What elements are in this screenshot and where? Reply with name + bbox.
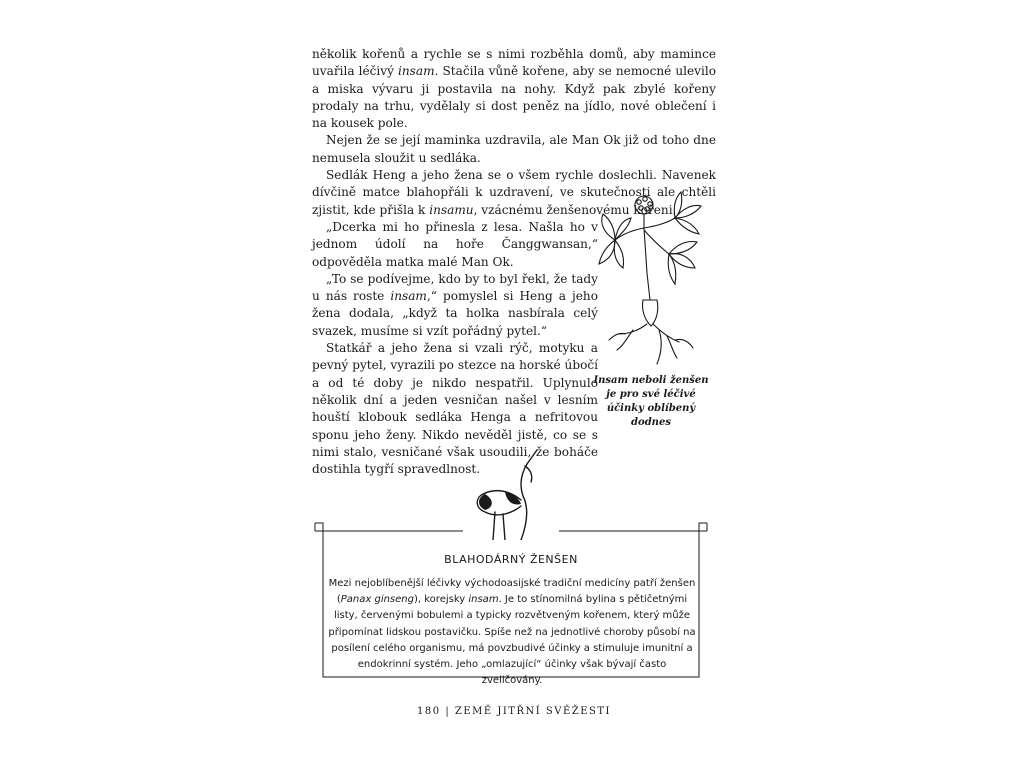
paragraph: Statkář a jeho žena si vzali rýč, motyku a pevný pytel, vyrazili po stezce na horské úbočí a od té doby je nikdo nespatřil. Uplynulo několik dní a jeden vesničan našel v lesním houští klobouk sedláka Henga a nefritovou sponu jeho ženy. Nikdo nevěděl jistě, co se s nimi stalo, vesničané však usoudili, že boháče dostihla tygří spravedlnost.	[312, 341, 598, 477]
page-footer	[312, 706, 716, 717]
italic-term: insamu	[429, 202, 474, 217]
chapter-title: ZEMĚ JITŘNÍ SVĚŽESTI	[454, 706, 611, 717]
ginseng-plant-icon	[597, 188, 707, 368]
sidebar-title: BLAHODÁRNÝ ŽENŠEN	[444, 553, 578, 566]
italic-term: insam	[398, 64, 435, 79]
text-span: několik kořenů a rychle se s nimi rozběhla domů, aby mamince uvařila léčivý	[312, 47, 716, 79]
text-span: , vzácnému ženšenovému kořeni.	[473, 202, 677, 217]
footer-separator: |	[445, 706, 451, 717]
illustration-caption: Insam neboli ženšen je pro své léčivé účinky oblíbený dodnes	[593, 375, 709, 428]
wrapped-column	[312, 219, 598, 478]
text-span: „To se podívejme, kdo by to byl řekl, že tady u nás roste	[312, 271, 598, 304]
text-span: . Je to stínomilná bylina s pětičetnými listy, červenými bobulemi a typicky rozvětveným kořenem, který může připomínat lidskou postavičku. Spíše než na jednotlivé choroby působí na posílení celého organismu, má povzbudivé účinky a stimuluje imunitní a endokrinní systém. Jeho „omlazující“ účinky však bývají často zveličovány.	[328, 594, 696, 687]
text-span: ,“ pomyslel si Heng a jeho žena dodala, „když ta holka nasbírala celý svazek, musíme si vzít pořádný pytel.“	[312, 289, 598, 338]
text-span: Mezi nejoblíbenější léčivky východoasijské tradiční medicíny patří ženšen (	[328, 578, 696, 606]
text-span: . Stačila vůně kořene, aby se nemocné ulevilo a miska vývaru ji postavila na nohy. Když pak zbylé kořeny prodaly na trhu, vydělaly si dost peněz na jídlo, nové oblečení i na kousek pole.	[312, 64, 717, 131]
italic-term: insam	[468, 594, 499, 606]
paragraph: „Dcerka mi ho přinesla z lesa. Našla ho v jednom údolí na hoře Čanggwansan,“ odpověděla matka malé Man Ok.	[312, 219, 598, 269]
italic-term: insam	[390, 289, 427, 304]
paragraph	[312, 46, 716, 132]
paragraph: Nejen že se její maminka uzdravila, ale Man Ok již od toho dne nemusela sloužit u sedláka.	[312, 133, 716, 165]
text-span: Sedlák Heng a jeho žena se o všem rychle doslechli. Navenek dívčině matce blahopřáli k uzdravení, ve skutečnosti ale chtěli zjistit, kde přišla k	[312, 168, 716, 217]
italic-term: Panax ginseng	[340, 594, 414, 606]
sidebar-text	[327, 576, 697, 689]
text-span: ), korejsky	[413, 594, 469, 606]
paragraph	[312, 271, 598, 340]
page-number: 180	[417, 706, 441, 717]
